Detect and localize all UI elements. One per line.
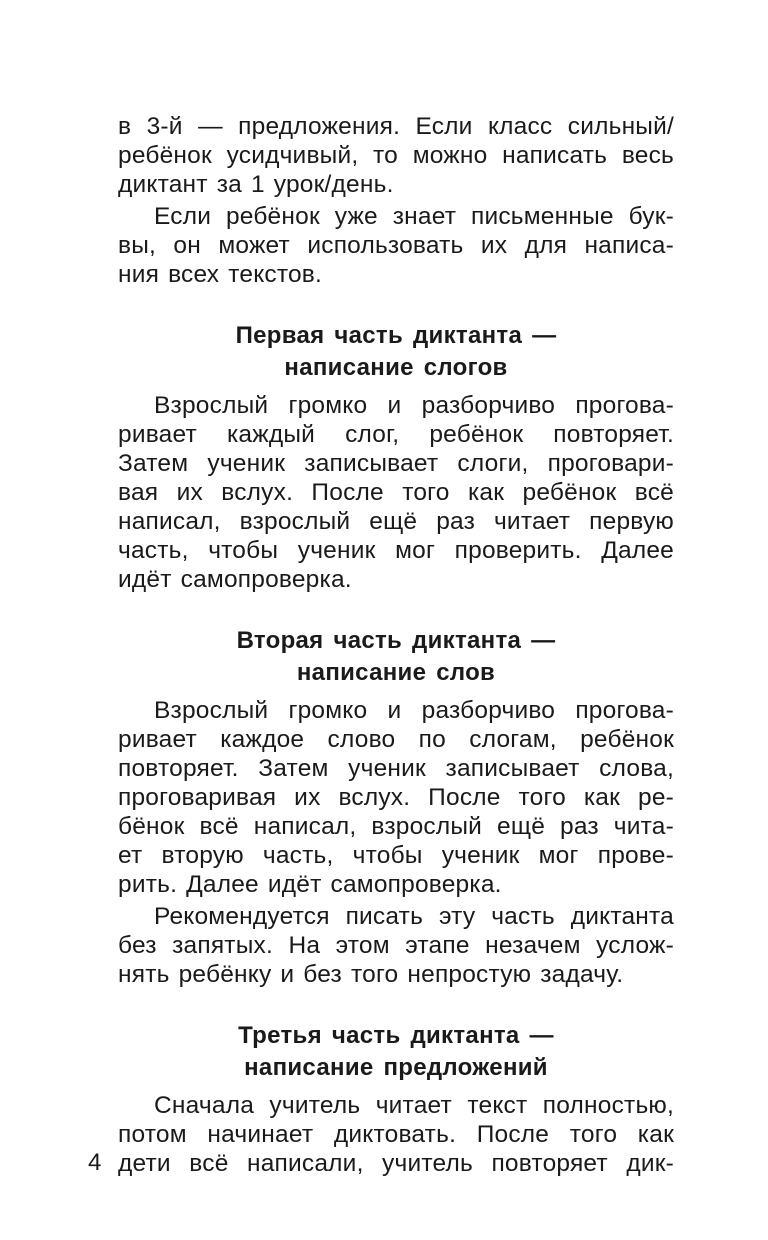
text-line: проговаривая их вслух. После того как ре- (118, 784, 674, 811)
text-line: Сначала учитель читает текст полностью, (154, 1092, 674, 1119)
text-line: в 3-й — предложения. Если класс сильный/ (118, 113, 674, 140)
heading-line: написание слов (296, 659, 496, 686)
heading-line: написание слогов (284, 354, 508, 381)
text-line: Затем ученик записывает слоги, проговари- (118, 450, 674, 477)
paragraph-intro-1 (118, 112, 674, 199)
page-body (118, 112, 674, 1178)
text-line: часть, чтобы ученик мог проверить. Далее (118, 537, 674, 564)
section-heading-3 (118, 1020, 674, 1084)
paragraph-section-2b (118, 902, 674, 989)
text-line: ет вторую часть, чтобы ученик мог прове- (118, 842, 674, 869)
text-line: вы, он может использовать их для написа- (118, 232, 674, 259)
text-line: Если ребёнок уже знает письменные бук- (154, 203, 674, 230)
text-line: вая их вслух. После того как ребёнок всё (118, 479, 674, 506)
paragraph-intro-2 (118, 202, 674, 289)
text-line: диктант за 1 урок/день. (118, 171, 394, 198)
text-line: идёт самопроверка. (118, 566, 352, 593)
text-line: повторяет. Затем ученик записывает слова, (118, 755, 674, 782)
text-line: бёнок всё написал, взрослый ещё раз чита- (118, 813, 674, 840)
text-line: ребёнок усидчивый, то можно написать весь (118, 142, 674, 169)
heading-line: написание предложений (244, 1054, 548, 1081)
page-number: 4 (88, 1149, 102, 1176)
text-line: ния всех текстов. (118, 261, 323, 288)
text-line: нять ребёнку и без того непростую задачу. (118, 961, 624, 988)
section-heading-2 (118, 625, 674, 689)
text-line: ривает каждый слог, ребёнок повторяет. (118, 421, 674, 448)
paragraph-section-1 (118, 391, 674, 594)
text-line: Взрослый громко и разборчиво прогова- (154, 392, 674, 419)
text-line: без запятых. На этом этапе незачем услож- (118, 932, 674, 959)
text-line: потом начинает диктовать. После того как (118, 1121, 674, 1148)
paragraph-section-2a (118, 696, 674, 899)
text-line: ривает каждое слово по слогам, ребёнок (118, 726, 674, 753)
heading-line: Вторая часть диктанта — (236, 627, 556, 654)
heading-line: Третья часть диктанта — (238, 1022, 554, 1049)
text-line: Рекомендуется писать эту часть диктанта (154, 903, 674, 930)
paragraph-section-3 (118, 1091, 674, 1178)
section-heading-1 (118, 320, 674, 384)
text-line: рить. Далее идёт самопроверка. (118, 871, 502, 898)
text-line: Взрослый громко и разборчиво прогова- (154, 697, 674, 724)
text-line: дети всё написали, учитель повторяет дик- (118, 1150, 674, 1177)
text-line: написал, взрослый ещё раз читает первую (118, 508, 674, 535)
heading-line: Первая часть диктанта — (235, 322, 557, 349)
